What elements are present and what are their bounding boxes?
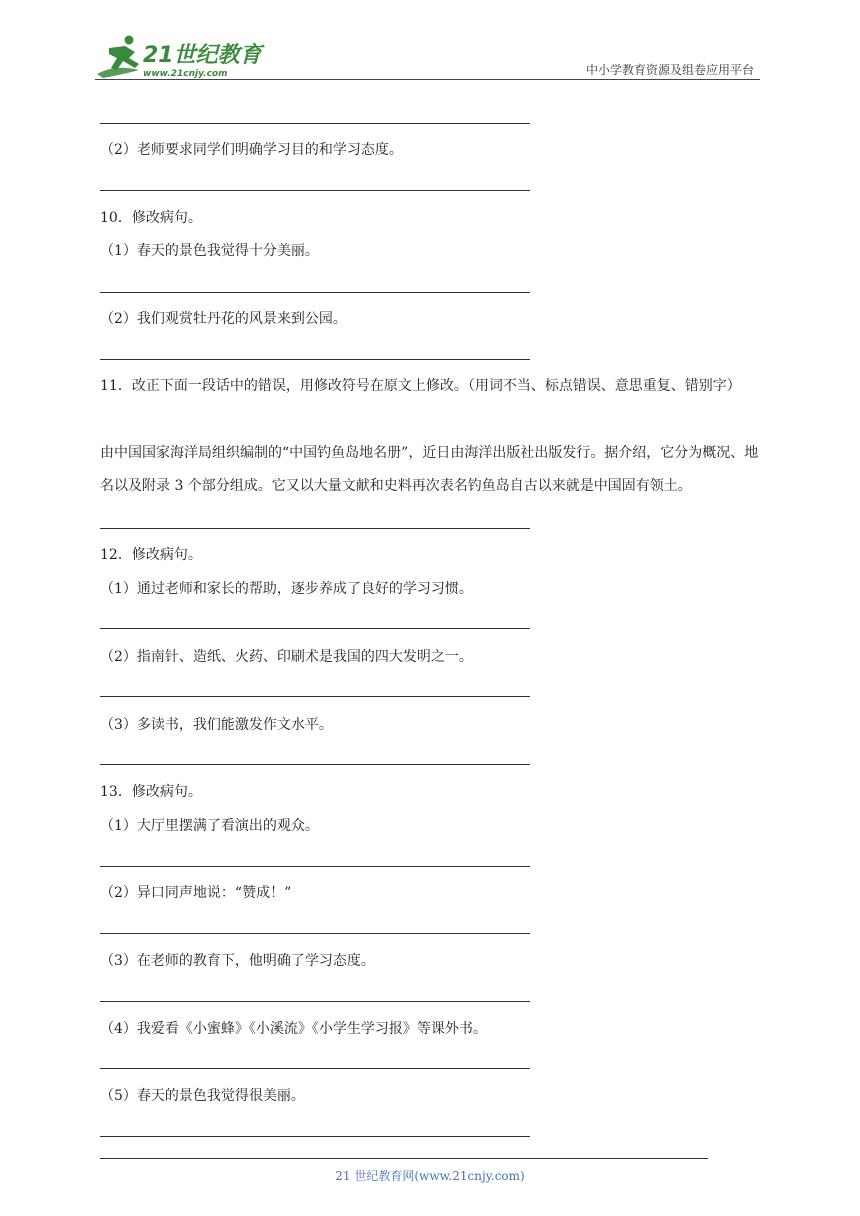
answer-line xyxy=(100,628,530,629)
q13-sentence-2: （2）异口同声地说：“赞成！” xyxy=(100,885,292,901)
q10-title: 10．修改病句。 xyxy=(100,210,202,226)
answer-line xyxy=(100,123,530,124)
q9-sentence-2: （2）老师要求同学们明确学习目的和学习态度。 xyxy=(100,142,403,158)
q12-sentence-1: （1）通过老师和家长的帮助，逐步养成了良好的学习习惯。 xyxy=(100,581,473,597)
q13-title: 13．修改病句。 xyxy=(100,784,202,800)
answer-line xyxy=(100,292,530,293)
header-divider xyxy=(95,79,760,80)
answer-line xyxy=(100,1068,530,1069)
q13-sentence-5: （5）春天的景色我觉得很美丽。 xyxy=(100,1088,305,1104)
logo-main-text: 21世纪教育 xyxy=(143,43,262,68)
runner-icon xyxy=(97,36,139,79)
footer-site-link[interactable]: 21 世纪教育网(www.21cnjy.com) xyxy=(335,1169,525,1183)
answer-line xyxy=(100,190,530,191)
q13-sentence-1: （1）大厅里摆满了看演出的观众。 xyxy=(100,818,319,834)
logo-url-text: www.21cnjy.com xyxy=(143,69,228,79)
answer-line xyxy=(100,528,530,529)
q10-sentence-2: （2）我们观赏牡丹花的风景来到公园。 xyxy=(100,311,347,327)
answer-line xyxy=(100,1001,530,1002)
q13-sentence-4: （4）我爱看《小蜜蜂》《小溪流》《小学生学习报》等课外书。 xyxy=(100,1021,487,1037)
q11-title: 11．改正下面一段话中的错误，用修改符号在原文上修改。（用词不当、标点错误、意思重复、错别字） xyxy=(100,378,741,394)
answer-line xyxy=(100,764,530,765)
q12-sentence-3: （3）多读书，我们能激发作文水平。 xyxy=(100,717,333,733)
answer-line xyxy=(100,866,530,867)
answer-line xyxy=(100,359,530,360)
platform-name: 中小学教育资源及组卷应用平台 xyxy=(585,63,754,77)
answer-line xyxy=(100,1136,530,1137)
q12-title: 12．修改病句。 xyxy=(100,547,202,563)
q13-sentence-3: （3）在老师的教育下，他明确了学习态度。 xyxy=(100,953,375,969)
answer-line xyxy=(100,933,530,934)
answer-line xyxy=(100,696,530,697)
q12-sentence-2: （2）指南针、造纸、火药、印刷术是我国的四大发明之一。 xyxy=(100,649,473,665)
q10-sentence-1: （1）春天的景色我觉得十分美丽。 xyxy=(100,243,319,259)
q11-passage: 由中国国家海洋局组织编制的“中国钓鱼岛地名册”，近日由海洋出版社出版发行。据介绍，它分为概况、地名以及附录 3 个部分组成。它又以大量文献和史料再次表名钓鱼岛自古以来就是中国固有领土。 xyxy=(100,445,759,494)
footer-divider xyxy=(100,1158,708,1159)
logo-21cnjy xyxy=(95,34,265,80)
